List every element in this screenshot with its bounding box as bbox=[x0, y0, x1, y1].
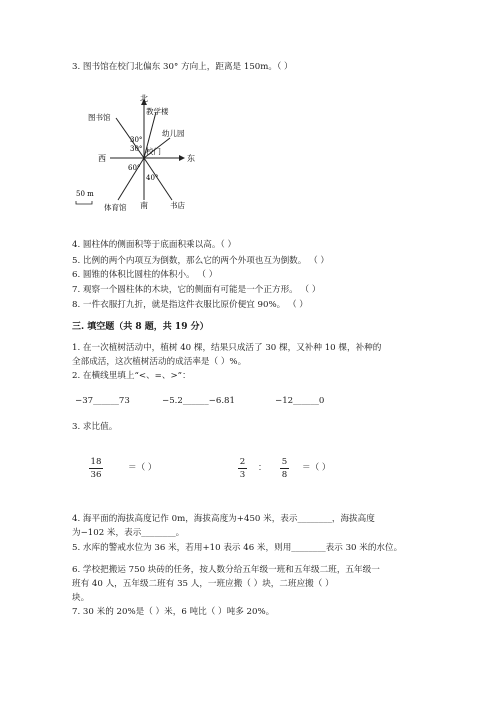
section-3-heading: 三. 填空题（共 8 题，共 19 分） bbox=[72, 322, 209, 332]
fill-question-4-line-2: 为−102 米，表示________。 bbox=[72, 528, 185, 538]
judge-question-7: 7. 观察一个圆柱体的木块，它的侧面有可能是一个正方形。 （ ） bbox=[72, 285, 321, 295]
label-south: 南 bbox=[140, 201, 148, 210]
fraction-bar bbox=[238, 468, 247, 469]
judge-question-3: 3. 图书馆在校门北偏东 30° 方向上，距离是 150m。（ ） bbox=[72, 62, 293, 72]
fill-question-5: 5. 水库的警戒水位为 36 米，若用+10 表示 46 米，则用________表示 30 米的水位。 bbox=[72, 543, 403, 553]
label-teaching-building: 教学楼 bbox=[146, 107, 169, 116]
fill-question-4-line-1: 4. 海平面的海拔高度记作 0m，海拔高度为+450 米，表示________，海拔高度 bbox=[72, 514, 375, 524]
label-angle-30-a: 30° bbox=[130, 136, 143, 144]
ratio-b1-fraction bbox=[238, 457, 247, 480]
fill-question-6-line-2: 班有 40 人，五年级二班有 35 人，一班应搬（ ）块，二班应搬（ ） bbox=[72, 579, 334, 589]
label-gym: 体育馆 bbox=[104, 203, 127, 212]
compare-item-b: −5.2______−6.81 bbox=[162, 396, 235, 406]
compare-item-c: −12______0 bbox=[275, 396, 325, 406]
judge-question-8: 8. 一件衣服打九折，就是指这件衣服比原价便宜 90%。 （ ） bbox=[72, 300, 308, 310]
ratio-a-numerator: 18 bbox=[90, 457, 102, 467]
label-school-gate: 校门 bbox=[146, 147, 161, 156]
ratio-a-denominator: 36 bbox=[90, 470, 102, 480]
label-scale: 50 m bbox=[76, 190, 94, 198]
label-east: 东 bbox=[187, 154, 195, 163]
judge-question-5: 5. 比例的两个内项互为倒数，那么它的两个外项也互为倒数。 （ ） bbox=[72, 256, 330, 266]
label-angle-60: 60° bbox=[128, 164, 141, 172]
ratio-b1-numerator: 2 bbox=[239, 457, 246, 467]
label-angle-30-b: 30° bbox=[130, 145, 143, 153]
ratio-b2-numerator: 5 bbox=[281, 457, 288, 467]
ratio-b2-fraction bbox=[280, 457, 289, 480]
ratio-a-fraction bbox=[89, 457, 103, 480]
label-kindergarten: 幼儿园 bbox=[162, 129, 185, 138]
ratio-colon: ： bbox=[258, 463, 267, 473]
fill-question-3: 3. 求比值。 bbox=[72, 422, 118, 432]
ratio-b2-denominator: 8 bbox=[281, 470, 288, 480]
label-bookstore: 书店 bbox=[170, 201, 185, 210]
fill-question-1-line-2: 全部成活，这次植树活动的成活率是（ ）%。 bbox=[72, 357, 247, 367]
scale-bar bbox=[76, 201, 92, 204]
fill-question-7: 7. 30 米的 20%是（ ）米，6 吨比（ ）吨多 20%。 bbox=[72, 607, 275, 617]
ratio-b-answer: ＝（ ） bbox=[302, 463, 331, 473]
fill-question-6-line-1: 6. 学校把搬运 750 块砖的任务，按人数分给五年级一班和五年级二班，五年级一 bbox=[72, 565, 380, 575]
judge-question-6: 6. 圆锥的体积比圆柱的体积小。 （ ） bbox=[72, 270, 218, 280]
label-west: 西 bbox=[98, 154, 106, 163]
fill-question-1-line-1: 1. 在一次植树活动中，植树 40 棵，结果只成活了 30 棵，又补种 10 棵，补种的 bbox=[72, 343, 382, 353]
label-north: 北 bbox=[140, 94, 148, 103]
label-angle-40: 40° bbox=[146, 174, 159, 182]
label-library: 图书馆 bbox=[88, 113, 111, 122]
ratio-a-answer: ＝（ ） bbox=[128, 463, 157, 473]
compare-item-a: −37______73 bbox=[75, 396, 130, 406]
judge-question-4: 4. 圆柱体的侧面积等于底面积乘以高。（ ） bbox=[72, 240, 237, 250]
ratio-b1-denominator: 3 bbox=[239, 470, 246, 480]
fraction-bar bbox=[280, 468, 289, 469]
fill-question-6-line-3: 块。 bbox=[72, 593, 90, 603]
direction-diagram bbox=[74, 92, 214, 216]
fill-question-2: 2. 在横线里填上“<、=、>”： bbox=[72, 371, 191, 381]
fraction-bar bbox=[89, 468, 103, 469]
